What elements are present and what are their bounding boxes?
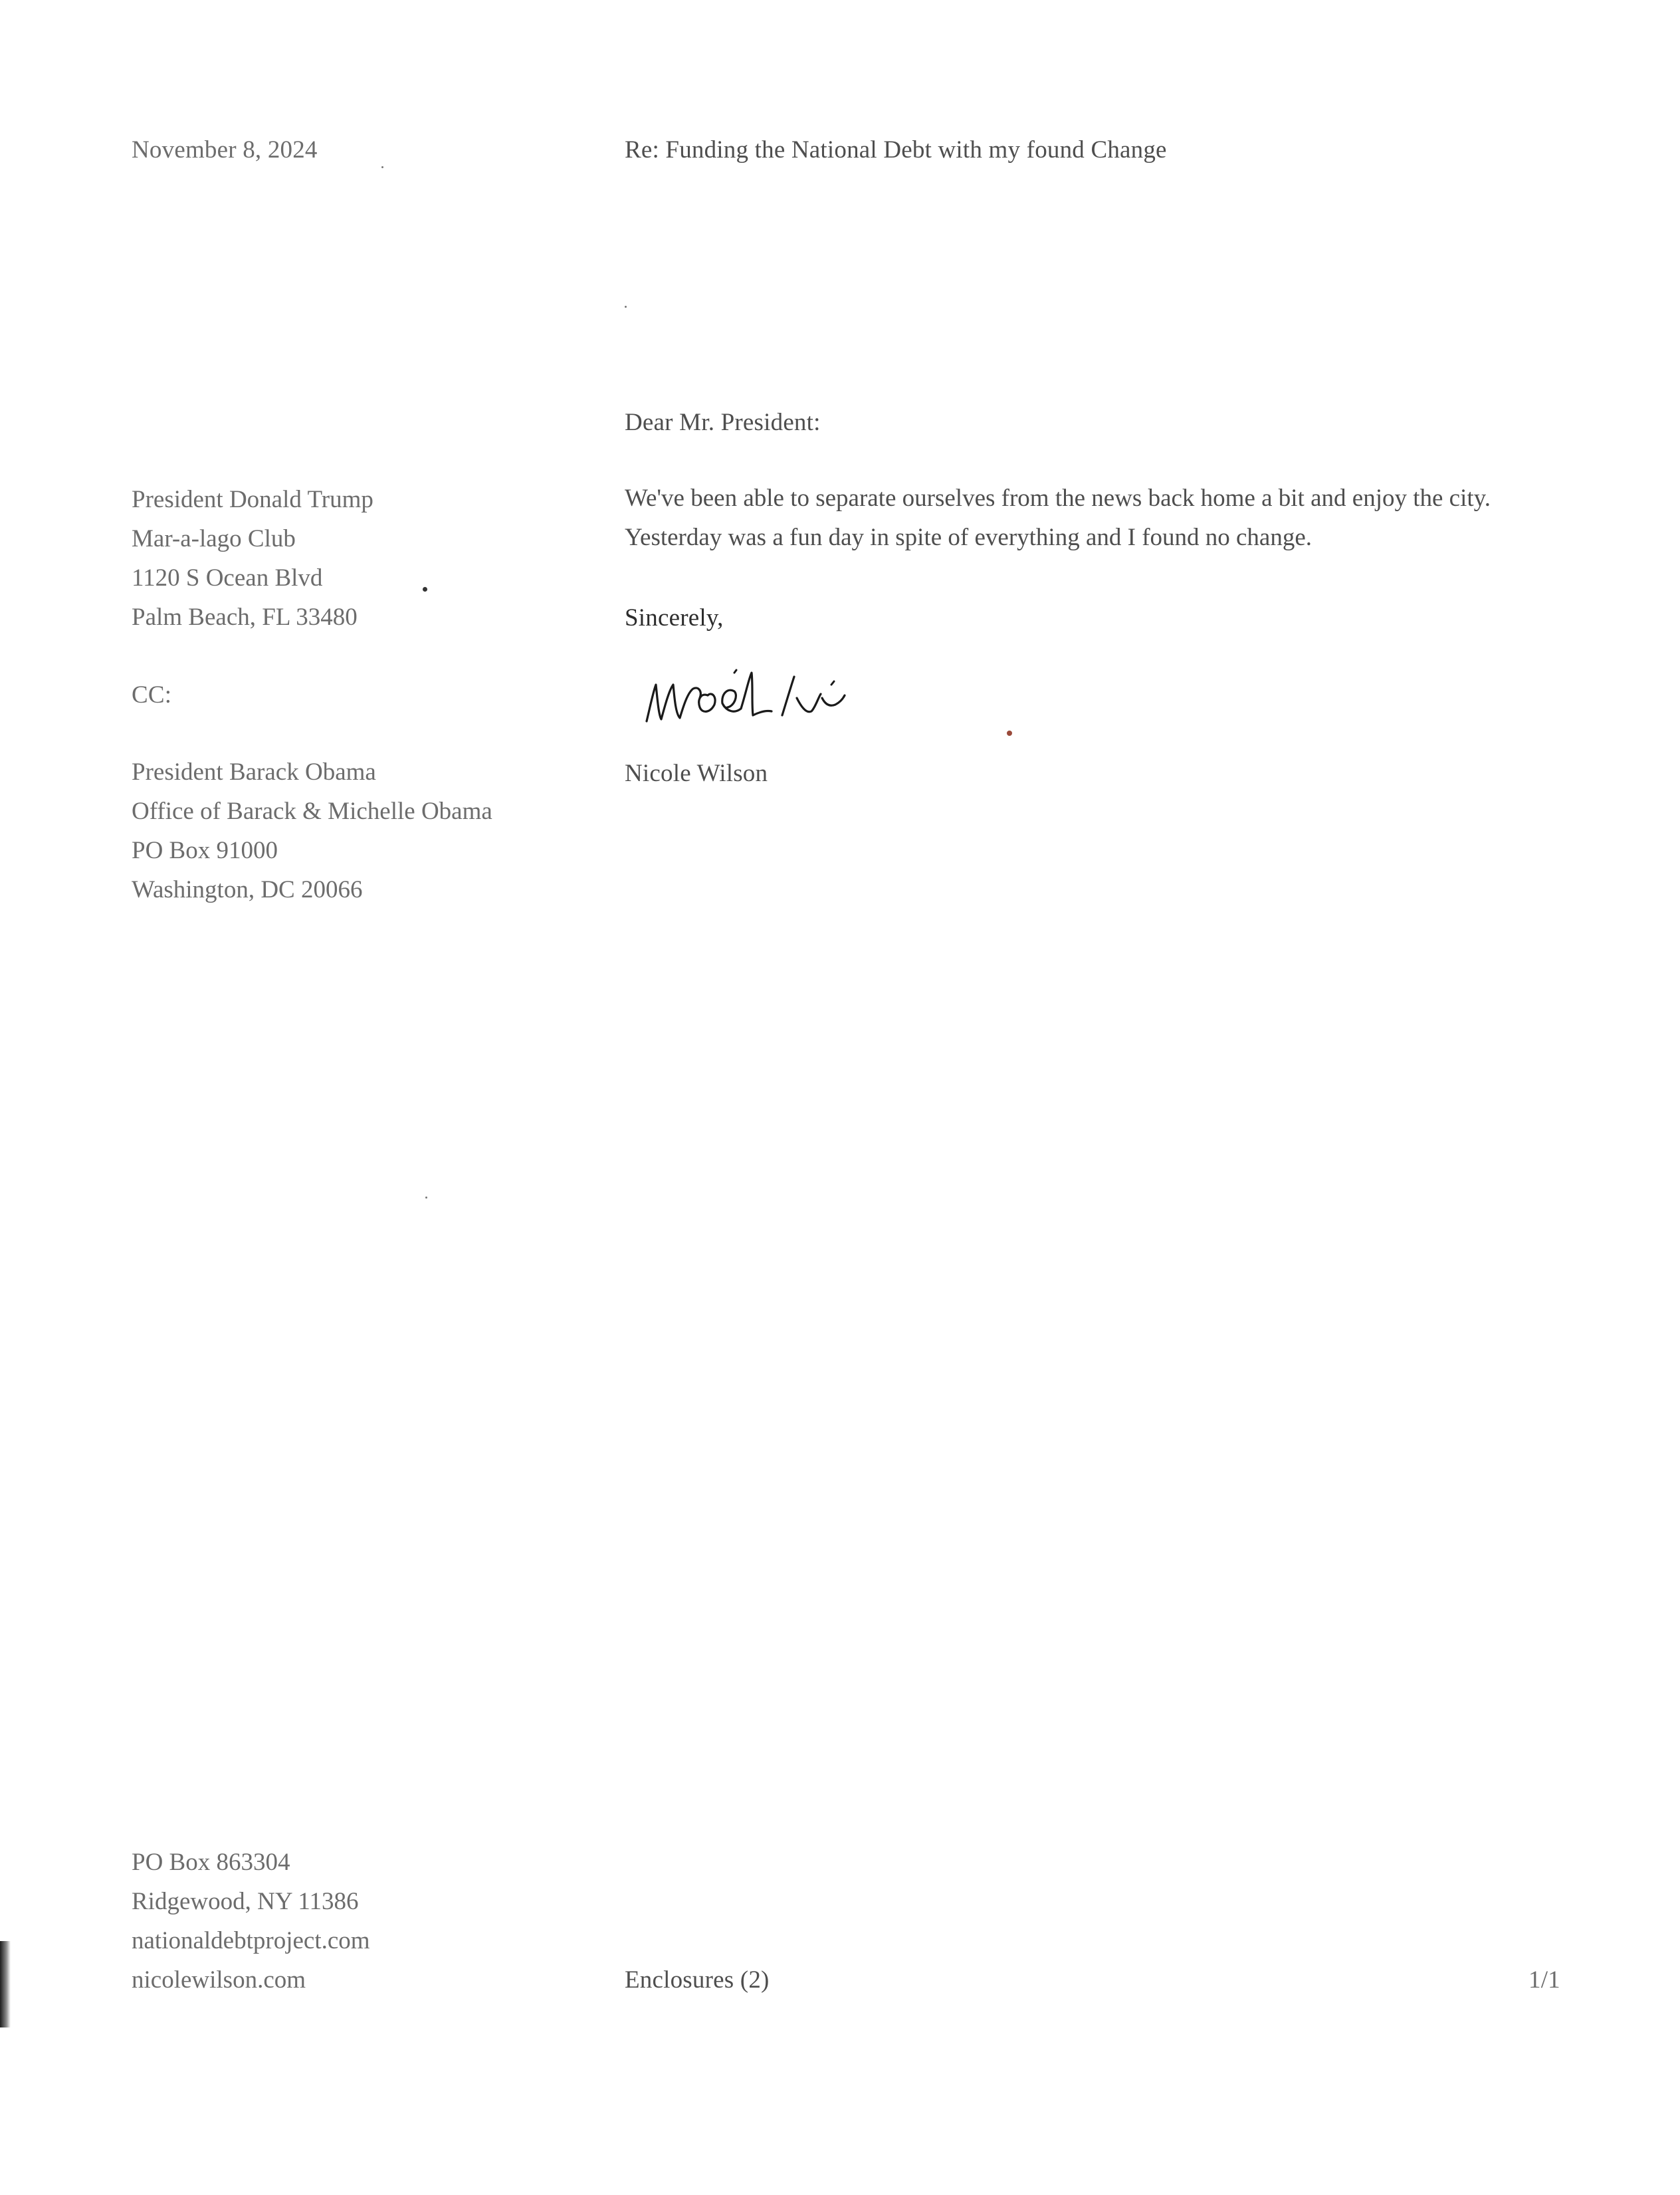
letter-body: We've been able to separate ourselves from the news back home a bit and enjoy the city. Yesterday was a fun day in spite of everything and I found no change. [625, 485, 1491, 551]
recipient-address-line: Palm Beach, FL 33480 [132, 604, 358, 631]
enclosures-note: Enclosures (2) [625, 1966, 770, 1994]
recipient-address-line: Mar-a-lago Club [132, 525, 296, 552]
valediction: Sincerely, [625, 604, 724, 632]
cc-address-line: Office of Barack & Michelle Obama [132, 798, 492, 825]
cc-address-line: President Barack Obama [132, 758, 376, 786]
sender-footer-line: Ridgewood, NY 11386 [132, 1888, 359, 1915]
sender-footer-line: nationaldebtproject.com [132, 1927, 370, 1954]
sender-footer-line: PO Box 863304 [132, 1849, 290, 1876]
cc-label: CC: [132, 681, 172, 709]
recipient-address-line: 1120 S Ocean Blvd [132, 564, 323, 592]
handwritten-signature [641, 658, 934, 731]
cc-address [132, 752, 492, 909]
letter-subject: Re: Funding the National Debt with my found Change [625, 136, 1167, 164]
scan-speck [381, 166, 383, 168]
scan-speck [1007, 731, 1012, 736]
letter-date: November 8, 2024 [132, 136, 318, 164]
cc-address-line: Washington, DC 20066 [132, 876, 363, 903]
signer-name: Nicole Wilson [625, 760, 768, 787]
recipient-address [132, 480, 373, 637]
sender-footer [132, 1843, 370, 2000]
scan-speck [423, 587, 427, 592]
salutation: Dear Mr. President: [625, 409, 821, 436]
recipient-address-line: President Donald Trump [132, 486, 373, 513]
sender-footer-line: nicolewilson.com [132, 1966, 306, 1994]
scan-speck [425, 1197, 427, 1199]
page-number: 1/1 [1528, 1966, 1560, 1994]
scan-speck [625, 306, 627, 308]
cc-address-line: PO Box 91000 [132, 837, 278, 864]
scan-edge-shadow [0, 1941, 11, 2027]
